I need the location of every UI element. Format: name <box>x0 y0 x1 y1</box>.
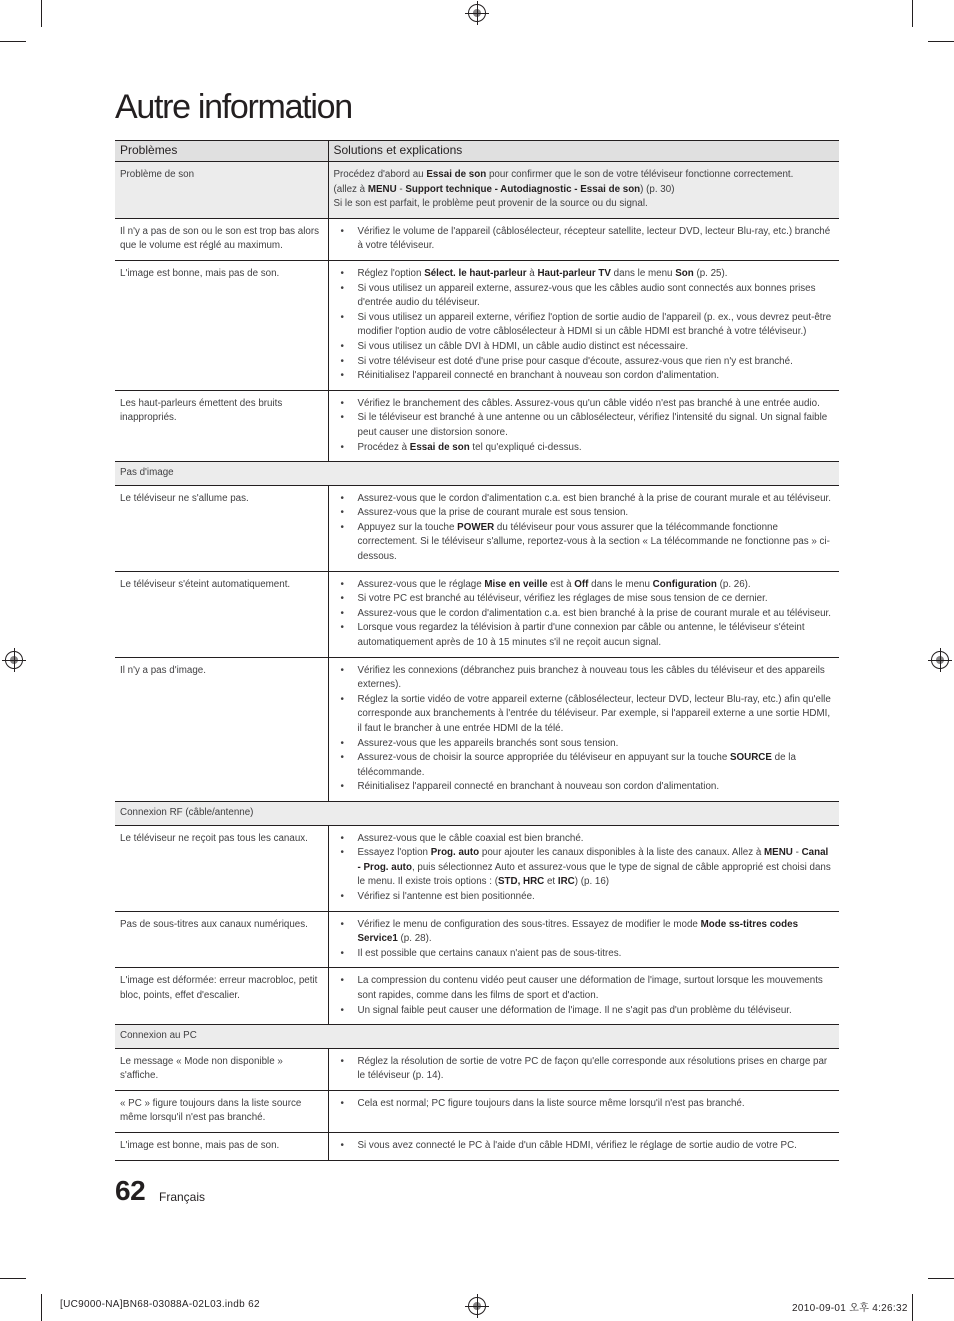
bold-term: Essai de son <box>409 441 470 453</box>
bold-term: Prog. auto <box>430 847 480 859</box>
text-run: Assurez-vous que les appareils branchés sont sous tension. <box>357 737 619 749</box>
problem-cell: Le message « Mode non disponible » s'affiche. <box>115 1048 328 1090</box>
solution-cell <box>328 485 839 571</box>
text-run: et <box>544 876 558 888</box>
text-run: Procédez d'abord au <box>333 169 427 180</box>
list-item <box>334 918 835 947</box>
list-item <box>334 521 835 565</box>
bold-term: IRC <box>557 876 575 888</box>
list-item <box>334 282 835 311</box>
list-item <box>334 1004 835 1019</box>
list-item <box>334 890 835 905</box>
bold-term: POWER <box>457 521 495 533</box>
bold-term: Configuration <box>652 578 717 590</box>
list-item <box>334 411 835 440</box>
bold-term: SOURCE <box>730 752 772 764</box>
solution-cell <box>328 1048 839 1090</box>
list-item <box>334 578 835 593</box>
section-label: Pas d'image <box>115 462 839 486</box>
table-row <box>115 1133 839 1161</box>
list-item <box>334 1097 835 1112</box>
registration-mark-icon <box>468 1297 486 1315</box>
text-run: Cela est normal; PC figure toujours dans la liste source même lorsqu'il n'est pas branché. <box>357 1097 745 1109</box>
text-run: Si le téléviseur est branché à une antenne ou un câblosélecteur, vérifiez l'intensité du signal. Un signal faible peut causer une distorsion sonore. <box>357 412 828 438</box>
bold-term: STD, HRC <box>497 876 545 888</box>
list-item <box>334 492 835 507</box>
table-row <box>115 968 839 1025</box>
list-item <box>334 846 835 890</box>
solution-list <box>334 1055 835 1084</box>
table-body <box>115 162 839 1161</box>
table-row <box>115 911 839 968</box>
text-run: Réinitialisez l'appareil connecté en branchant à nouveau son cordon d'alimentation. <box>357 781 720 793</box>
text-run: Réglez la sortie vidéo de votre appareil externe (câblosélecteur, lecteur DVD, lecteur Blu-ray, etc.) afin qu'elle corresponde aux branchements à l'entrée du téléviseur. Par exemple, si l'appareil externe a une sortie HDMI, il faut le brancher à une entrée HDMI de la télé. <box>357 693 831 734</box>
text-run: , puis sélectionnez Auto et assurez-vous que le type de signal de câble approprié est choisi dans le menu. Il existe trois options : ( <box>357 861 831 888</box>
solution-list <box>334 225 835 254</box>
text-run: ) (p. 30) <box>640 183 675 195</box>
solution-list <box>334 1097 835 1112</box>
header-problems: Problèmes <box>115 141 328 162</box>
list-item <box>334 751 835 780</box>
table-header-row <box>115 141 839 162</box>
solution-cell <box>328 968 839 1025</box>
text-run: Assurez-vous que le cordon d'alimentation c.a. est bien branché à la prise de courant murale et au téléviseur. <box>357 607 831 619</box>
table-row <box>115 1090 839 1132</box>
list-item <box>334 225 835 254</box>
text-run: Assurez-vous que la prise de courant murale est sous tension. <box>357 507 629 519</box>
page-title: Autre information <box>115 88 352 126</box>
text-run: Assurez-vous que le câble coaxial est bien branché. <box>357 832 584 844</box>
solution-list <box>334 664 835 795</box>
print-slug-file: [UC9000-NA]BN68-03088A-02L03.indb 62 <box>60 1299 260 1310</box>
text-run: du téléviseur pour vous assurer que la télécommande fonctionne correctement. Si le téléviseur s'allume, reportez-vous à la section « La télécommande ne fonctionne pas » ci-dessous. <box>357 521 830 563</box>
text-run: Un signal faible peut causer une déformation de l'image. Il ne s'agit pas d'un problème du téléviseur. <box>357 1004 792 1016</box>
text-run: Assurez-vous de choisir la source appropriée du téléviseur en appuyant sur la touche <box>357 752 730 764</box>
list-item <box>334 592 835 607</box>
solution-cell <box>328 825 839 911</box>
crop-mark-bottom-right <box>912 1294 913 1321</box>
solution-list <box>334 492 835 565</box>
section-label: Connexion RF (câble/antenne) <box>115 801 839 825</box>
table-row <box>115 1048 839 1090</box>
text-run: (p. 26). <box>716 578 751 590</box>
solution-cell <box>328 162 839 219</box>
crop-mark-top-left <box>41 0 42 27</box>
section-label: Connexion au PC <box>115 1025 839 1049</box>
list-item <box>334 311 835 340</box>
registration-mark-icon <box>468 4 486 22</box>
text-run: pour ajouter les canaux disponibles à la liste des canaux. Allez à <box>479 847 764 859</box>
solution-list <box>334 397 835 455</box>
problem-cell: Le téléviseur s'éteint automatiquement. <box>115 571 328 657</box>
solution-cell <box>328 1090 839 1132</box>
solution-line <box>334 183 835 198</box>
table-row <box>115 571 839 657</box>
text-run: Lorsque vous regardez la télévision à partir d'une connexion par câble ou antenne, le téléviseur s'éteint automatiquement après de 10 à 15 minutes s'il ne reçoit aucun signal. <box>357 622 805 649</box>
text-run: Si votre PC est branché au téléviseur, vérifiez les réglages de mise sous tension de ce dernier. <box>357 593 768 605</box>
bold-term: Support technique - Autodiagnostic - Essai de son <box>405 183 641 195</box>
text-run: Réglez la résolution de sortie de votre PC de façon qu'elle corresponde aux résolutions prises en charge par le téléviseur (p. 14). <box>357 1055 828 1082</box>
problem-cell: Le téléviseur ne s'allume pas. <box>115 485 328 571</box>
text-run: dans le menu <box>610 267 676 279</box>
list-item <box>334 780 835 795</box>
text-run: Si vous utilisez un câble DVI à HDMI, un câble audio distinct est nécessaire. <box>357 340 689 352</box>
print-slug-date: 2010-09-01 오후 4:26:32 <box>792 1303 908 1314</box>
section-header-row <box>115 801 839 825</box>
table-row <box>115 218 839 260</box>
section-header-row <box>115 462 839 486</box>
table-row <box>115 825 839 911</box>
solution-cell <box>328 571 839 657</box>
list-item <box>334 607 835 622</box>
text-run: Essayez l'option <box>357 847 431 859</box>
list-item <box>334 369 835 384</box>
solution-list <box>334 974 835 1018</box>
table-row <box>115 485 839 571</box>
bold-term: Sélect. le haut-parleur <box>424 267 527 279</box>
list-item <box>334 397 835 412</box>
header-solutions: Solutions et explications <box>328 141 839 162</box>
text-run: Réinitialisez l'appareil connecté en branchant à nouveau son cordon d'alimentation. <box>357 370 720 382</box>
text-run: Il est possible que certains canaux n'aient pas de sous-titres. <box>357 947 622 959</box>
list-item <box>334 693 835 737</box>
solution-cell <box>328 1133 839 1161</box>
page-number: 62 <box>115 1175 146 1206</box>
page-language: Français <box>159 1190 206 1204</box>
text-run: Si vous utilisez un appareil externe, assurez-vous que les câbles audio sont connectés aux bonnes prises d'entrée audio du téléviseur. <box>357 282 816 309</box>
text-run: est à <box>547 578 575 590</box>
text-run: pour confirmer que le son de votre téléviseur fonctionne correctement. <box>486 169 794 180</box>
solution-list <box>334 578 835 651</box>
bold-term: Canal - Prog. auto <box>357 847 829 873</box>
text-run: tel qu'expliqué ci-dessus. <box>469 441 582 453</box>
text-run: Si le son est parfait, le problème peut provenir de la source ou du signal. <box>333 198 648 210</box>
bold-term: Mode ss-titres codes Service1 <box>357 918 799 945</box>
text-run: Appuyez sur la touche <box>357 521 458 533</box>
problem-cell: « PC » figure toujours dans la liste source même lorsqu'il n'est pas branché. <box>115 1090 328 1132</box>
table-row <box>115 162 839 219</box>
bold-term: MENU <box>764 847 793 859</box>
solution-list <box>334 918 835 962</box>
text-run: Vérifiez le branchement des câbles. Assurez-vous qu'un câble vidéo n'est pas branché à une entrée audio. <box>357 397 820 409</box>
text-run: à <box>526 267 538 279</box>
problem-cell: L'image est bonne, mais pas de son. <box>115 260 328 390</box>
solution-list <box>334 1139 835 1154</box>
problem-cell: Il n'y a pas de son ou le son est trop bas alors que le volume est réglé au maximum. <box>115 218 328 260</box>
solution-list <box>334 832 835 905</box>
solution-cell <box>328 911 839 968</box>
text-run: (p. 25). <box>693 267 728 279</box>
list-item <box>334 267 835 282</box>
text-run: Vérifiez le menu de configuration des sous-titres. Essayez de modifier le mode <box>357 918 701 930</box>
problem-cell: Pas de sous-titres aux canaux numériques. <box>115 911 328 968</box>
bold-term: Off <box>574 578 589 590</box>
text-run: Assurez-vous que le cordon d'alimentation c.a. est bien branché à la prise de courant murale et au téléviseur. <box>357 492 831 504</box>
list-item <box>334 621 835 650</box>
problem-cell: Les haut-parleurs émettent des bruits inappropriés. <box>115 390 328 461</box>
text-run: Si vous avez connecté le PC à l'aide d'un câble HDMI, vérifiez le réglage de sortie audio de votre PC. <box>357 1140 797 1152</box>
solution-line <box>334 197 835 212</box>
crop-mark-top-right <box>912 0 913 27</box>
crop-mark-top-right-h <box>928 41 954 42</box>
list-item <box>334 1139 835 1154</box>
text-run: Procédez à <box>357 441 410 453</box>
bold-term: Son <box>675 267 694 279</box>
problem-cell: L'image est déformée: erreur macrobloc, petit bloc, points, effet d'escalier. <box>115 968 328 1025</box>
list-item <box>334 947 835 962</box>
crop-mark-bottom-left <box>41 1294 42 1321</box>
troubleshooting-table <box>115 140 839 1161</box>
text-run: dans le menu <box>588 578 653 590</box>
problem-cell: Le téléviseur ne reçoit pas tous les canaux. <box>115 825 328 911</box>
crop-mark-bottom-right-h <box>928 1278 954 1279</box>
list-item <box>334 1055 835 1084</box>
text-run: Si votre téléviseur est doté d'une prise pour casque d'écoute, assurez-vous que rien n'y est branché. <box>357 355 793 367</box>
text-run: de la télécommande. <box>357 752 796 778</box>
problem-cell: L'image est bonne, mais pas de son. <box>115 1133 328 1161</box>
table-row <box>115 657 839 801</box>
problem-cell: Il n'y a pas d'image. <box>115 657 328 801</box>
list-item <box>334 737 835 752</box>
text-run: Vérifiez si l'antenne est bien positionnée. <box>357 890 535 902</box>
registration-mark-icon <box>5 651 23 669</box>
text-run: La compression du contenu vidéo peut causer une déformation de l'image, surtout lorsque les mouvements sont rapides, comme dans les films de sport et d'action. <box>357 975 823 1001</box>
list-item <box>334 664 835 693</box>
text-run: - <box>792 847 802 859</box>
solution-cell <box>328 390 839 461</box>
text-run: (allez à <box>333 183 368 195</box>
text-run: ) (p. 16) <box>574 876 610 888</box>
text-run: Si vous utilisez un appareil externe, vérifiez l'option de sortie audio de l'appareil (p. ex., vous devrez peut-être modifier l'option audio de votre câblosélecteur à HDMI si un câble HDMI est branché à votre téléviseur.) <box>357 311 832 338</box>
bold-term: Essai de son <box>426 169 487 180</box>
text-run: Vérifiez le volume de l'appareil (câblosélecteur, récepteur satellite, lecteur DVD, lecteur Blu-ray, etc.) branché à votre téléviseur. <box>357 225 831 252</box>
text-run: Réglez l'option <box>357 267 425 279</box>
solution-line <box>334 168 835 183</box>
solution-cell <box>328 218 839 260</box>
solution-list <box>334 267 835 384</box>
bold-term: Mise en veille <box>484 578 548 590</box>
bold-term: Haut-parleur TV <box>537 267 611 279</box>
problem-cell: Problème de son <box>115 162 328 219</box>
table-row <box>115 390 839 461</box>
text-run: Assurez-vous que le réglage <box>357 578 485 590</box>
list-item <box>334 441 835 456</box>
list-item <box>334 832 835 847</box>
solution-cell <box>328 657 839 801</box>
list-item <box>334 506 835 521</box>
text-run: - <box>396 183 406 195</box>
list-item <box>334 340 835 355</box>
crop-mark-top-left-h <box>0 41 26 42</box>
bold-term: MENU <box>367 183 397 195</box>
crop-mark-bottom-left-h <box>0 1278 26 1279</box>
section-header-row <box>115 1025 839 1049</box>
text-run: (p. 28). <box>397 933 432 945</box>
solution-cell <box>328 260 839 390</box>
registration-mark-icon <box>931 651 949 669</box>
list-item <box>334 974 835 1003</box>
list-item <box>334 355 835 370</box>
table-row <box>115 260 839 390</box>
text-run: Vérifiez les connexions (débranchez puis branchez à nouveau tous les câbles du téléviseur et des appareils externes). <box>357 664 825 691</box>
